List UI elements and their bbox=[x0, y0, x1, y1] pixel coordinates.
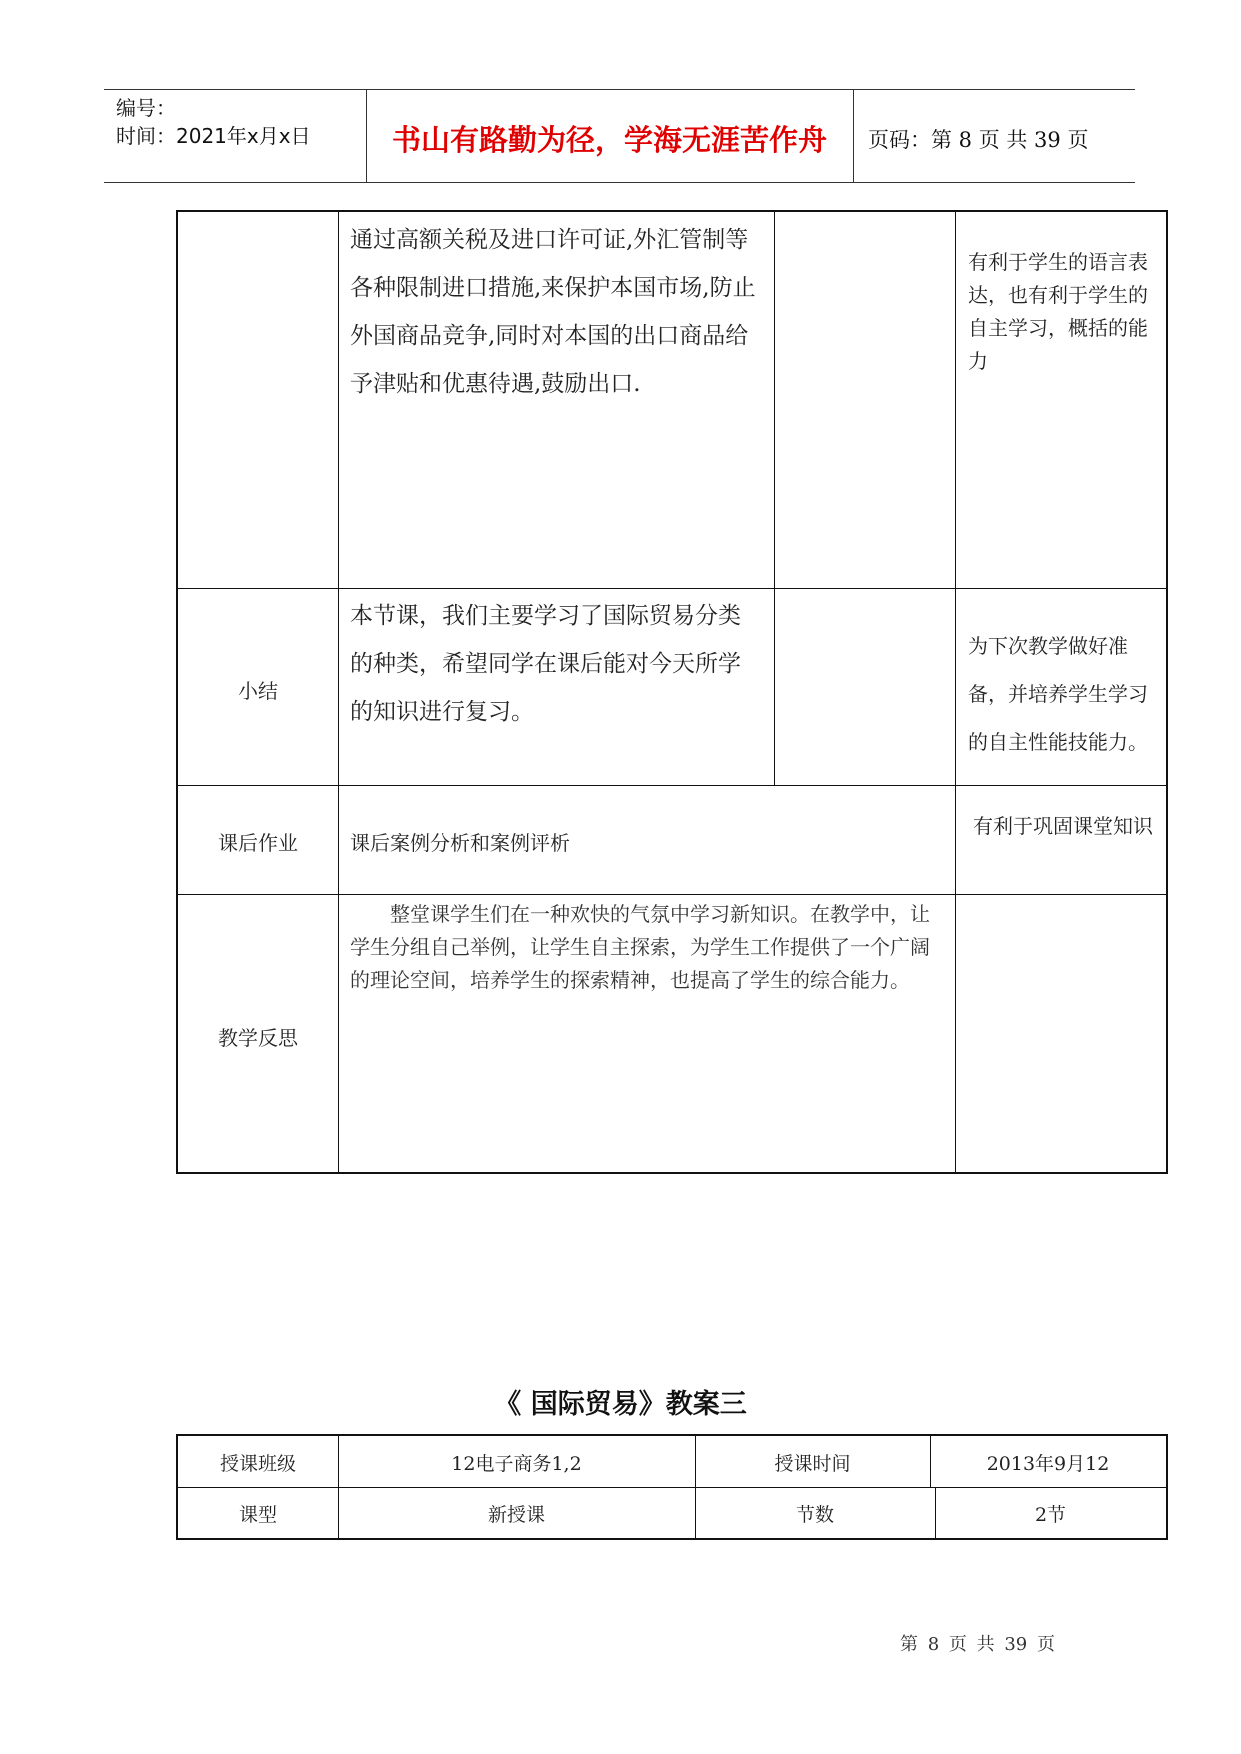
row-divider-2 bbox=[178, 785, 1166, 786]
class-label: 授课班级 bbox=[219, 1453, 296, 1475]
row2-content: 本节课，我们主要学习了国际贸易分类的种类，希望同学在课后能对今天所学的知识进行复习。 bbox=[350, 603, 741, 725]
col-divider-1 bbox=[338, 212, 339, 1172]
row4-label: 教学反思 bbox=[218, 1026, 298, 1050]
col-divider-3 bbox=[955, 212, 956, 1172]
row2-purpose: 为下次教学做好准备，并培养学生学习的自主性能技能力。 bbox=[968, 634, 1148, 754]
lesson3-info-table bbox=[176, 1434, 1168, 1540]
row3-purpose: 有利于巩固课堂知识 bbox=[973, 814, 1153, 838]
row3-content: 课后案例分析和案例评析 bbox=[350, 831, 570, 855]
col-divider-2a bbox=[774, 212, 775, 786]
row-divider-1 bbox=[178, 588, 1166, 589]
row1-purpose: 有利于学生的语言表达，也有利于学生的自主学习，概括的能力 bbox=[968, 250, 1148, 373]
header-bottom-rule bbox=[104, 182, 1135, 183]
type-label: 课型 bbox=[238, 1504, 277, 1526]
info-row-divider bbox=[178, 1487, 1166, 1488]
row3-label: 课后作业 bbox=[218, 831, 298, 855]
header-divider-right bbox=[853, 89, 854, 183]
periods-value: 2节 bbox=[1034, 1504, 1067, 1526]
serial-label: 编号： bbox=[116, 96, 176, 120]
type-value: 新授课 bbox=[487, 1504, 545, 1526]
time-label: 授课时间 bbox=[774, 1453, 851, 1475]
time-value: 2013年9月12 bbox=[986, 1453, 1110, 1475]
lesson3-title: 《 国际贸易》教案三 bbox=[494, 1389, 747, 1420]
time-label: 时间：2021年x月x日 bbox=[116, 124, 311, 148]
class-value: 12电子商务1,2 bbox=[451, 1453, 582, 1475]
header-top-rule bbox=[104, 89, 1135, 90]
lesson-table bbox=[176, 210, 1168, 1174]
header-divider-left bbox=[366, 89, 367, 183]
row1-content: 通过高额关税及进口许可证,外汇管制等各种限制进口措施,来保护本国市场,防止外国商品竞争,同时对本国的出口商品给予津贴和优惠待遇,鼓励出口. bbox=[350, 227, 756, 397]
row4-content: 整堂课学生们在一种欢快的气氛中学习新知识。在教学中，让学生分组自己举例，让学生自主探索，为学生工作提供了一个广阔的理论空间，培养学生的探索精神，也提高了学生的综合能力。 bbox=[350, 902, 930, 992]
motto: 书山有路勤为径，学海无涯苦作舟 bbox=[392, 123, 828, 157]
page-code: 页码：第 8 页 共 39 页 bbox=[868, 128, 1089, 152]
row2-label: 小结 bbox=[238, 679, 278, 703]
periods-label: 节数 bbox=[795, 1504, 834, 1526]
row-divider-3 bbox=[178, 894, 1166, 895]
page-footer: 第 8 页 共 39 页 bbox=[900, 1634, 1055, 1655]
